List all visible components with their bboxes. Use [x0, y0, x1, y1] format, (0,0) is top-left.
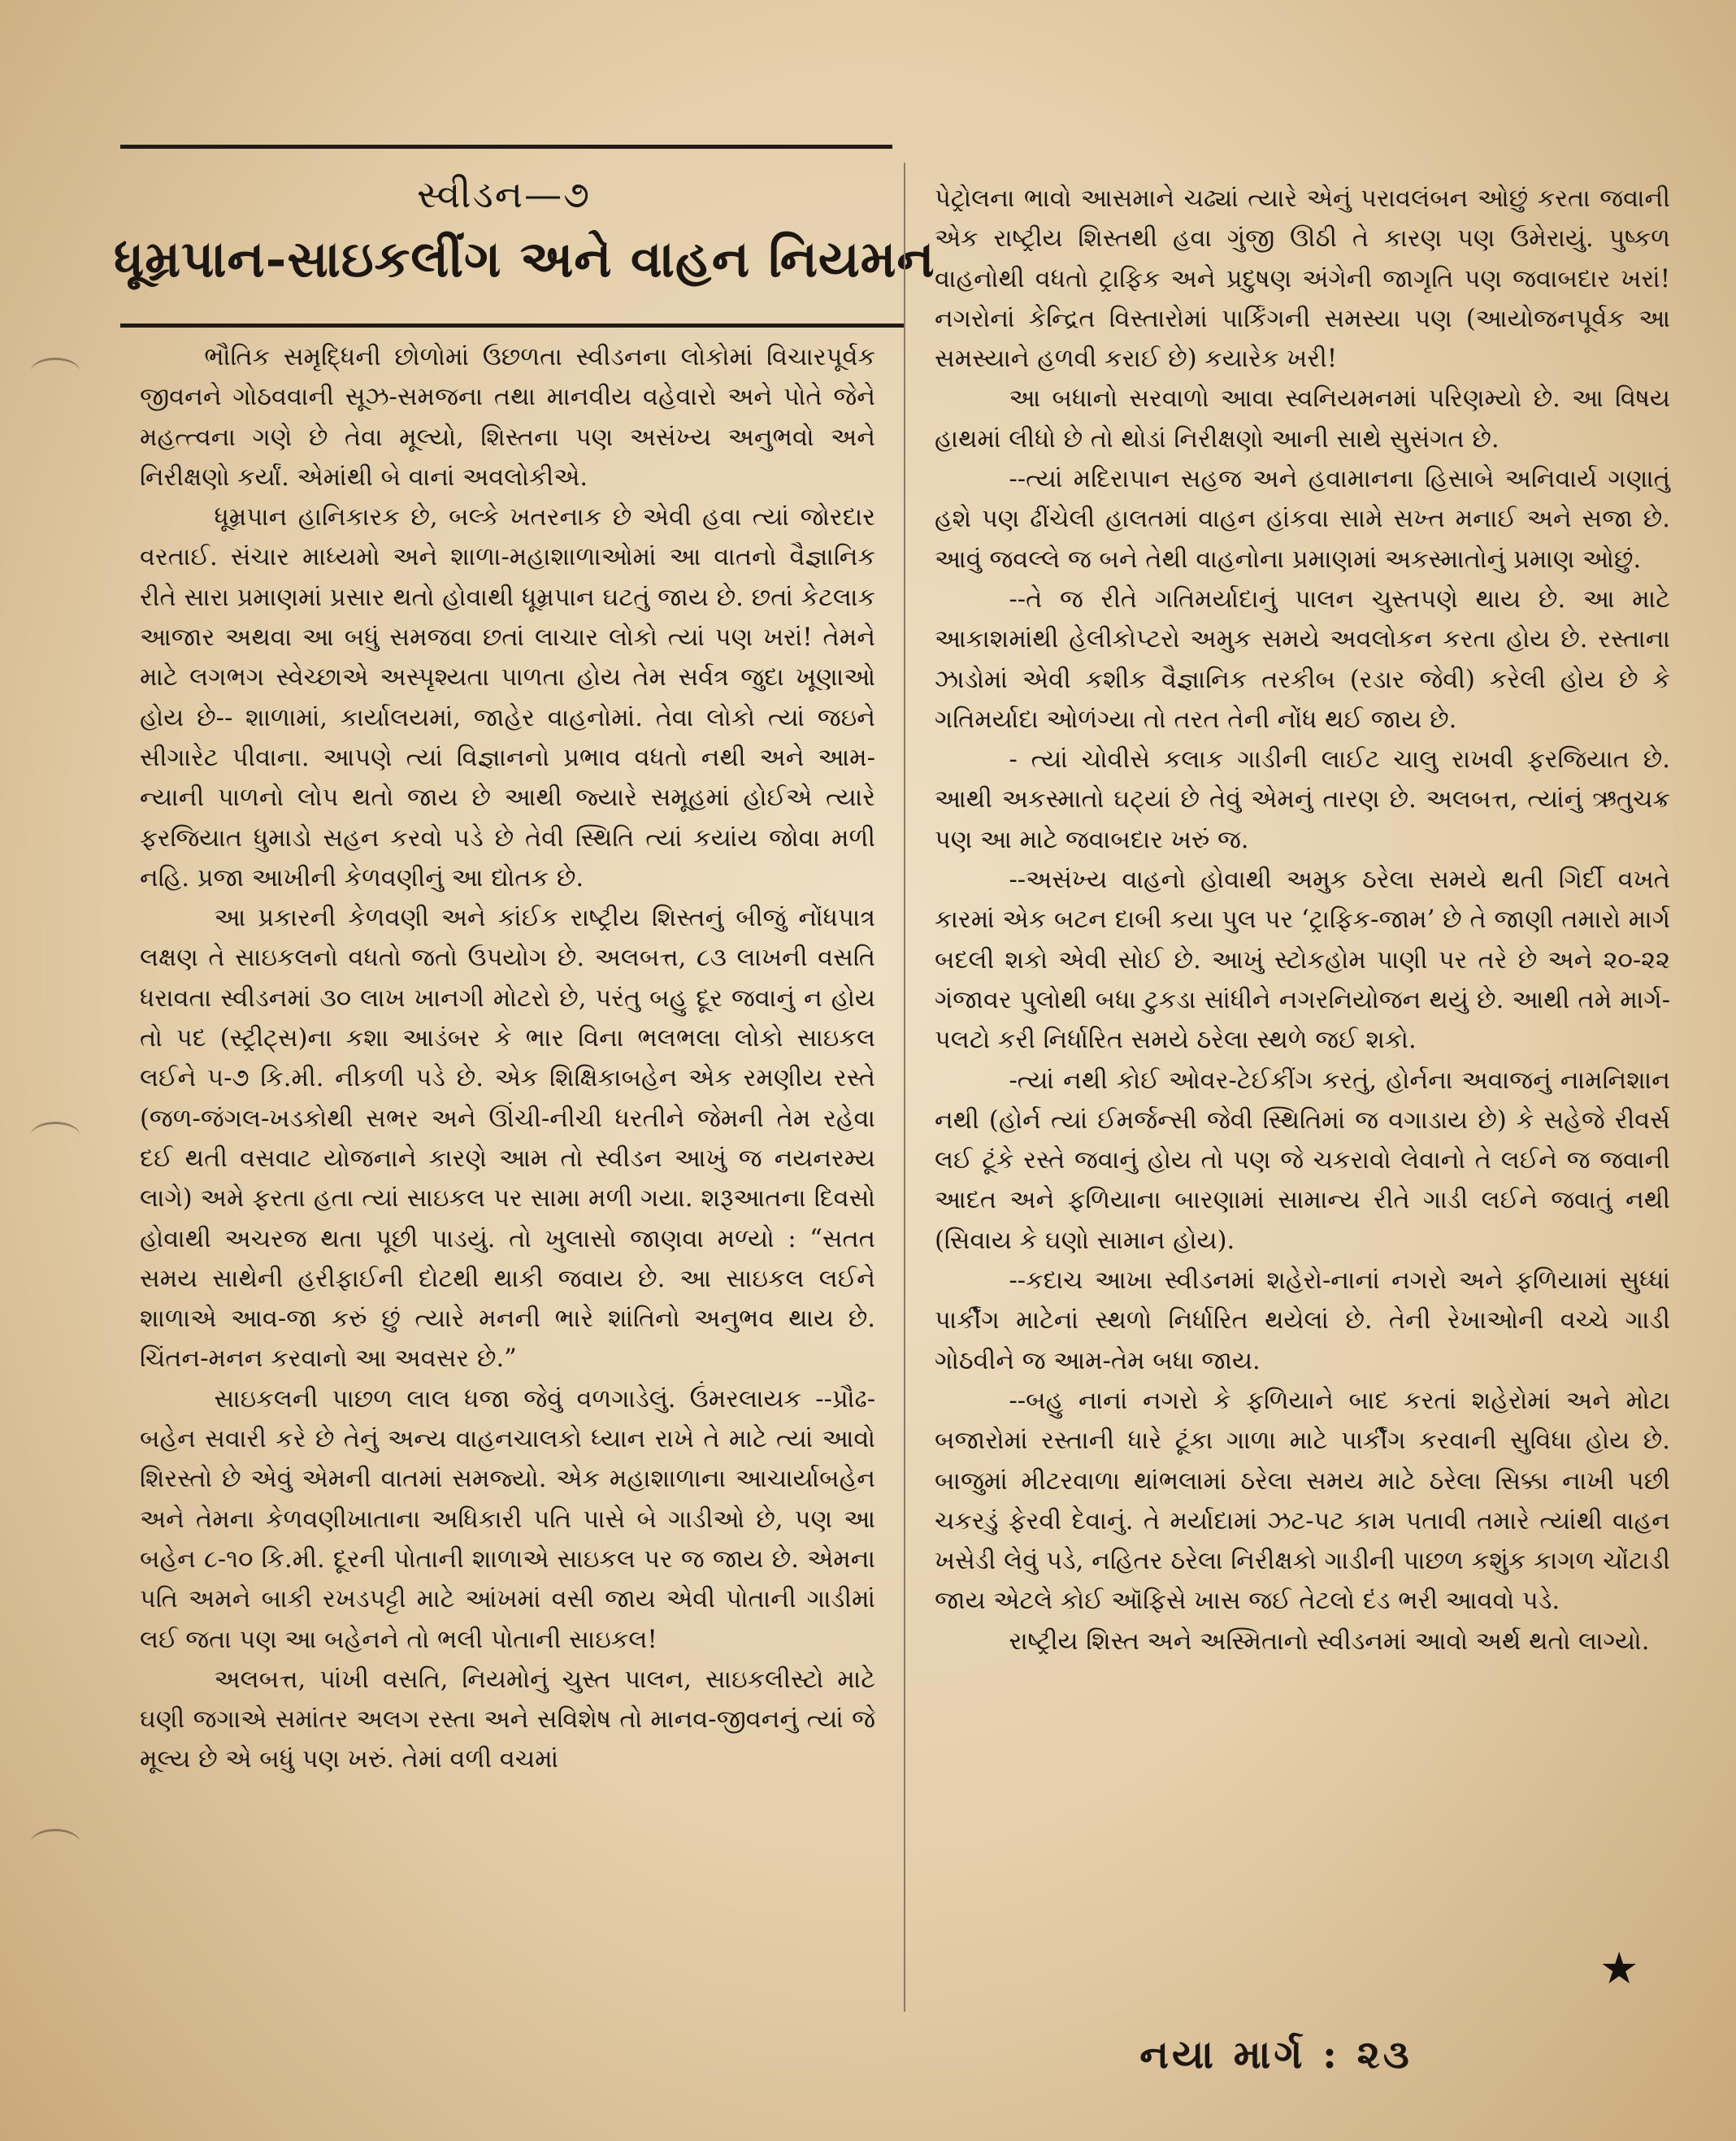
paragraph: --બહુ નાનાં નગરો કે ફળિયાને બાદ કરતાં શહેરોમાં અને મોટા બજારોમાં રસ્તાની ધારે ટૂંકા ગાળા માટે પાર્કીંગ કરવાની સુવિધા હોય છે. બાજુમાં મીટરવાળા થાંભલામાં ઠરેલા સમય માટે ઠરેલા સિક્કા નાખી પછી ચકરડું ફેરવી દેવાનું. તે મર્યાદામાં ઝટ-પટ કામ પતાવી તમારે ત્યાંથી વાહન ખસેડી લેવું પડે, નહિતર ઠરેલા નિરીક્ષકો ગાડીની પાછળ કશુંક કાગળ ચોંટાડી જાય એટલે કોઈ ઑફિસે ખાસ જઈ તેટલો દંડ ભરી આવવો પડે.	[935, 1386, 1670, 1616]
article-series: સ્વીડન—૭	[416, 172, 592, 216]
paragraph: -ત્યાં નથી કોઈ ઓવર-ટેઈકીંગ કરતું, હોર્નના અવાજનું નામનિશાન નથી (હોર્ન ત્યાં ઈમર્જન્સી જેવી સ્થિતિમાં જ વગાડાય છે) કે સહેજે રીવર્સ લઈ ટૂંકે રસ્તે જવાનું હોય તો પણ જે ચકરાવો લેવાનો તે લઈને જ જવાની આદત અને ફળિયાના બારણામાં સામાન્ય રીતે ગાડી લઈને જવાતું નથી (સિવાય કે ઘણો સામાન હોય).	[935, 1066, 1670, 1255]
paragraph: --ત્યાં મદિરાપાન સહજ અને હવામાનના હિસાબે અનિવાર્ય ગણાતું હશે પણ ઢીંચેલી હાલતમાં વાહન હાંકવા સામે સખ્ત મનાઈ અને સજા છે. આવું જવલ્લે જ બને તેથી વાહનોના પ્રમાણમાં અકસ્માતોનું પ્રમાણ ઓછું.	[935, 465, 1670, 574]
title-rule	[120, 324, 905, 328]
paragraph: સાઇકલની પાછળ લાલ ધજા જેવું વળગાડેલું. ઉંમરલાયક --પ્રૌઢ-બહેન સવારી કરે છે તેનું અન્ય વાહનચાલકો ધ્યાન રાખે તે માટે ત્યાં આવો શિરસ્તો છે એવું એમની વાતમાં સમજ્યો. એક મહાશાળાના આચાર્યાબહેન અને તેમના કેળવણીખાતાના અધિકારી પતિ પાસે બે ગાડીઓ છે, પણ આ બહેન ૮-૧૦ કિ.મી. દૂરની પોતાની શાળાએ સાઇકલ પર જ જાય છે. એમના પતિ અમને બાકી રખડપટ્ટી માટે આંખમાં વસી જાય એવી પોતાની ગાડીમાં લઈ જતા પણ આ બહેનને તો ભલી પોતાની સાઇકલ!	[140, 1384, 875, 1654]
paragraph: - ત્યાં ચોવીસે કલાક ગાડીની લાઈટ ચાલુ રાખવી ફરજિયાત છે. આથી અકસ્માતો ઘટ્યાં છે તેવું એમનું તારણ છે. અલબત્ત, ત્યાંનું ઋતુચક્ર પણ આ માટે જવાબદાર ખરું જ.	[935, 745, 1670, 854]
right-column	[935, 179, 1670, 1661]
column-divider	[904, 163, 905, 2012]
binder-hole-mark	[31, 358, 80, 384]
header-rule	[120, 145, 892, 149]
paragraph: પેટ્રોલના ભાવો આસમાને ચઢ્યાં ત્યારે એનું પરાવલંબન ઓછું કરતા જવાની એક રાષ્ટ્રીય શિસ્તથી હવા ગુંજી ઊઠી તે કારણ પણ ઉમેરાયું. પુષ્કળ વાહનોથી વધતો ટ્રાફિક અને પ્રદુષણ અંગેની જાગૃતિ પણ જવાબદાર ખરાં! નગરોનાં કેન્દ્રિત વિસ્તારોમાં પાર્કિંગની સમસ્યા પણ (આયોજનપૂર્વક આ સમસ્યાને હળવી કરાઈ છે) કયારેક ખરી!	[935, 185, 1670, 374]
paragraph: રાષ્ટ્રીય શિસ્ત અને અસ્મિતાનો સ્વીડનમાં આવો અર્થ થતો લાગ્યો.	[1009, 1626, 1650, 1656]
paragraph: અલબત્ત, પાંખી વસતિ, નિયમોનું ચુસ્ત પાલન, સાઇકલીસ્ટો માટે ઘણી જગાએ સમાંતર અલગ રસ્તા અને સવિશેષ તો માનવ-જીવનનું ત્યાં જે મૂલ્ય છે એ બધું પણ ખરું. તેમાં વળી વચમાં	[140, 1665, 875, 1774]
end-star-icon: ★	[1599, 1943, 1639, 1994]
paragraph: --કદાચ આખા સ્વીડનમાં શહેરો-નાનાં નગરો અને ફળિયામાં સુધ્ધાં પાર્કીંગ માટેનાં સ્થળો નિર્ધારિત થયેલાં છે. તેની રેખાઓની વચ્ચે ગાડી ગોઠવીને જ આમ-તેમ બધા જાય.	[935, 1266, 1670, 1375]
page-footer: નયા માર્ગ : ૨૩	[1139, 2032, 1413, 2078]
binder-hole-mark	[31, 1829, 80, 1856]
paragraph: ભૌતિક સમૃદ્ધિની છોળોમાં ઉછળતા સ્વીડનના લોકોમાં વિચારપૂર્વક જીવનને ગોઠવવાની સૂઝ-સમજના તથા માનવીય વહેવારો અને પોતે જેને મહત્ત્વના ગણે છે તેવા મૂલ્યો, શિસ્તના પણ અસંખ્ય અનુભવો અને નિરીક્ષણો કર્યાં. એમાંથી બે વાનાં અવલોકીએ.	[140, 343, 875, 492]
paragraph: --અસંખ્ય વાહનો હોવાથી અમુક ઠરેલા સમયે થતી ગિર્દી વખતે કારમાં એક બટન દાબી કયા પુલ પર ‘ટ્રાફિક-જામ’ છે તે જાણી તમારો માર્ગ બદલી શકો એવી સોઈ છે. આખું સ્ટોકહોમ પાણી પર તરે છે અને ૨૦-૨૨ ગંજાવર પુલોથી બધા ટુકડા સાંધીને નગરનિયોજન થયું છે. આથી તમે માર્ગ-પલટો કરી નિર્ધારિત સમયે ઠરેલા સ્થળે જઈ શકો.	[935, 866, 1670, 1055]
paragraph: --તે જ રીતે ગતિમર્યાદાનું પાલન ચુસ્તપણે થાય છે. આ માટે આકાશમાંથી હેલીકોપ્ટરો અમુક સમયે અવલોકન કરતા હોય છે. રસ્તાના ઝાડોમાં એવી કશીક વૈજ્ઞાનિક તરકીબ (રડાર જેવી) કરેલી હોય છે કે ગતિમર્યાદા ઓળંગ્યા તો તરત તેની નોંધ થઈ જાય છે.	[935, 584, 1670, 734]
binder-hole-mark	[31, 1122, 80, 1149]
article-title: ધૂમ્રપાન-સાઇકલીંગ અને વાહન નિયમન	[114, 229, 935, 289]
paragraph: આ બધાનો સરવાળો આવા સ્વનિયમનમાં પરિણમ્યો છે. આ વિષય હાથમાં લીધો છે તો થોડાં નિરીક્ષણો આની સાથે સુસંગત છે.	[935, 384, 1670, 454]
left-column	[140, 337, 875, 1780]
paragraph: આ પ્રકારની કેળવણી અને કાંઈક રાષ્ટ્રીય શિસ્તનું બીજું નોંધપાત્ર લક્ષણ તે સાઇકલનો વધતો જતો ઉપયોગ છે. અલબત્ત, ૮૩ લાખની વસતિ ધરાવતા સ્વીડનમાં ૩૦ લાખ ખાનગી મોટરો છે, પરંતુ બહુ દૂર જવાનું ન હોય તો પદ (સ્ટ્રીટ્સ)ના કશા આડંબર કે ભાર વિના ભલભલા લોકો સાઇકલ લઈને ૫-૭ કિ.મી. નીકળી પડે છે. એક શિક્ષિકાબહેન એક રમણીય રસ્તે (જળ-જંગલ-ખડકોથી સભર અને ઊંચી-નીચી ધરતીને જેમની તેમ રહેવા દઈ થતી વસવાટ યોજનાને કારણે આમ તો સ્વીડન આખું જ નયનરમ્ય લાગે) અમે ફરતા હતા ત્યાં સાઇકલ પર સામા મળી ગયા. શરૂઆતના દિવસો હોવાથી અચરજ થતા પૂછી પાડયું. તો ખુલાસો જાણવા મળ્યો : “સતત સમય સાથેની હરીફાઈની દોટથી થાકી જવાય છે. આ સાઇકલ લઈને શાળાએ આવ-જા કરું છું ત્યારે મનની ભારે શાંતિનો અનુભવ થાય છે. ચિંતન-મનન કરવાનો આ અવસર છે.”	[140, 904, 875, 1374]
paragraph: ધૂમ્રપાન હાનિકારક છે, બલ્કે ખતરનાક છે એવી હવા ત્યાં જોરદાર વરતાઈ. સંચાર માધ્યમો અને શાળા-મહાશાળાઓમાં આ વાતનો વૈજ્ઞાનિક રીતે સારા પ્રમાણમાં પ્રસાર થતો હોવાથી ધૂમ્રપાન ઘટતું જાય છે. છતાં કેટલાક આજાર અથવા આ બધું સમજવા છતાં લાચાર લોકો ત્યાં પણ ખરાં! તેમને માટે લગભગ સ્વેચ્છાએ અસ્પૃશ્યતા પાળતા હોય તેમ સર્વત્ર જુદા ખૂણાઓ હોય છે-- શાળામાં, કાર્યાલયમાં, જાહેર વાહનોમાં. તેવા લોકો ત્યાં જઇને સીગારેટ પીવાના. આપણે ત્યાં વિજ્ઞાનનો પ્રભાવ વધતો નથી અને આમ-ન્યાની પાળનો લોપ થતો જાય છે આથી જ્યારે સમૂહમાં હોઈએ ત્યારે ફરજિયાત ધુમાડો સહન કરવો પડે છે તેવી સ્થિતિ ત્યાં કયાંય જોવા મળી નહિ. પ્રજા આખીની કેળવણીનું આ દ્યોતક છે.	[140, 503, 876, 892]
